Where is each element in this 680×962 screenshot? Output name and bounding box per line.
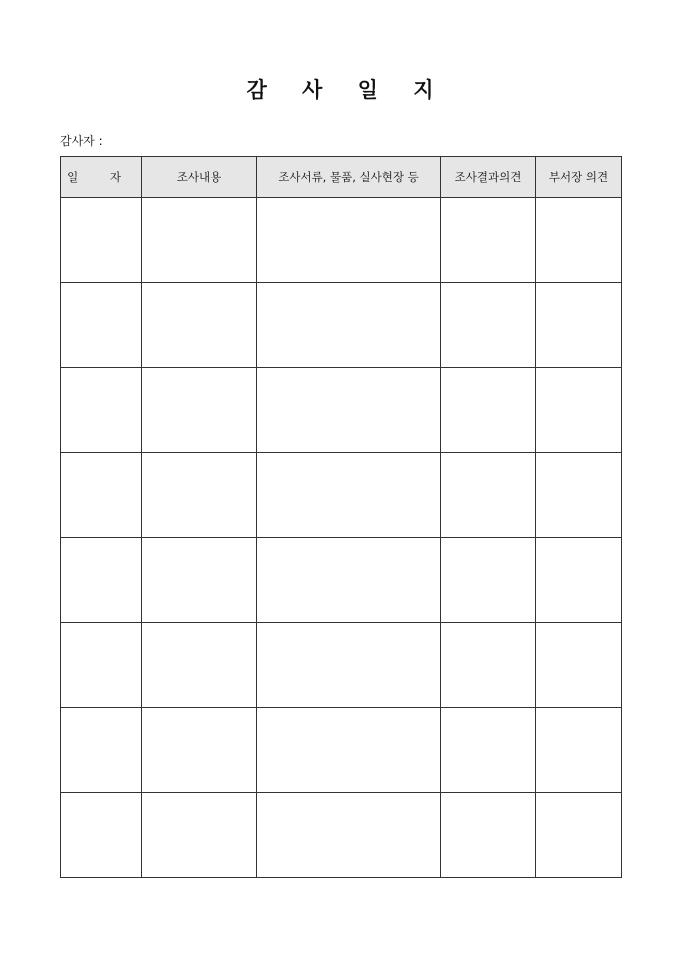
cell-date[interactable] bbox=[61, 283, 142, 368]
cell-findings[interactable] bbox=[441, 453, 536, 538]
cell-findings[interactable] bbox=[441, 198, 536, 283]
audit-log-table bbox=[60, 156, 622, 878]
cell-dept-opinion[interactable] bbox=[536, 538, 622, 623]
table-row bbox=[61, 368, 622, 453]
cell-documents[interactable] bbox=[257, 453, 441, 538]
cell-content[interactable] bbox=[142, 793, 257, 878]
header-dept-head-opinion: 부서장 의견 bbox=[536, 157, 622, 198]
document-title: 감 사 일 지 bbox=[246, 77, 448, 102]
cell-findings[interactable] bbox=[441, 283, 536, 368]
cell-content[interactable] bbox=[142, 453, 257, 538]
cell-findings[interactable] bbox=[441, 623, 536, 708]
cell-documents[interactable] bbox=[257, 283, 441, 368]
cell-dept-opinion[interactable] bbox=[536, 368, 622, 453]
inspector-label: 감사자 : bbox=[60, 134, 103, 148]
cell-findings[interactable] bbox=[441, 538, 536, 623]
cell-content[interactable] bbox=[142, 538, 257, 623]
table-row bbox=[61, 453, 622, 538]
cell-documents[interactable] bbox=[257, 368, 441, 453]
cell-date[interactable] bbox=[61, 708, 142, 793]
cell-content[interactable] bbox=[142, 198, 257, 283]
cell-findings[interactable] bbox=[441, 368, 536, 453]
table-row bbox=[61, 198, 622, 283]
table-row bbox=[61, 793, 622, 878]
cell-dept-opinion[interactable] bbox=[536, 198, 622, 283]
cell-date[interactable] bbox=[61, 368, 142, 453]
header-investigation-content: 조사내용 bbox=[142, 157, 257, 198]
cell-date[interactable] bbox=[61, 198, 142, 283]
cell-findings[interactable] bbox=[441, 708, 536, 793]
cell-findings[interactable] bbox=[441, 793, 536, 878]
cell-dept-opinion[interactable] bbox=[536, 623, 622, 708]
cell-documents[interactable] bbox=[257, 708, 441, 793]
header-date: 일 자 bbox=[61, 157, 142, 198]
table-row bbox=[61, 538, 622, 623]
cell-documents[interactable] bbox=[257, 538, 441, 623]
cell-content[interactable] bbox=[142, 623, 257, 708]
cell-date[interactable] bbox=[61, 453, 142, 538]
header-findings-opinion: 조사결과의견 bbox=[441, 157, 536, 198]
cell-documents[interactable] bbox=[257, 623, 441, 708]
table-header-row bbox=[61, 157, 622, 198]
cell-dept-opinion[interactable] bbox=[536, 453, 622, 538]
cell-content[interactable] bbox=[142, 283, 257, 368]
cell-date[interactable] bbox=[61, 623, 142, 708]
cell-date[interactable] bbox=[61, 793, 142, 878]
cell-date[interactable] bbox=[61, 538, 142, 623]
cell-documents[interactable] bbox=[257, 198, 441, 283]
cell-dept-opinion[interactable] bbox=[536, 283, 622, 368]
table-row bbox=[61, 283, 622, 368]
cell-dept-opinion[interactable] bbox=[536, 708, 622, 793]
cell-dept-opinion[interactable] bbox=[536, 793, 622, 878]
table-row bbox=[61, 708, 622, 793]
cell-documents[interactable] bbox=[257, 793, 441, 878]
table-row bbox=[61, 623, 622, 708]
cell-content[interactable] bbox=[142, 708, 257, 793]
header-documents-items-sites: 조사서류, 물품, 실사현장 등 bbox=[257, 157, 441, 198]
cell-content[interactable] bbox=[142, 368, 257, 453]
